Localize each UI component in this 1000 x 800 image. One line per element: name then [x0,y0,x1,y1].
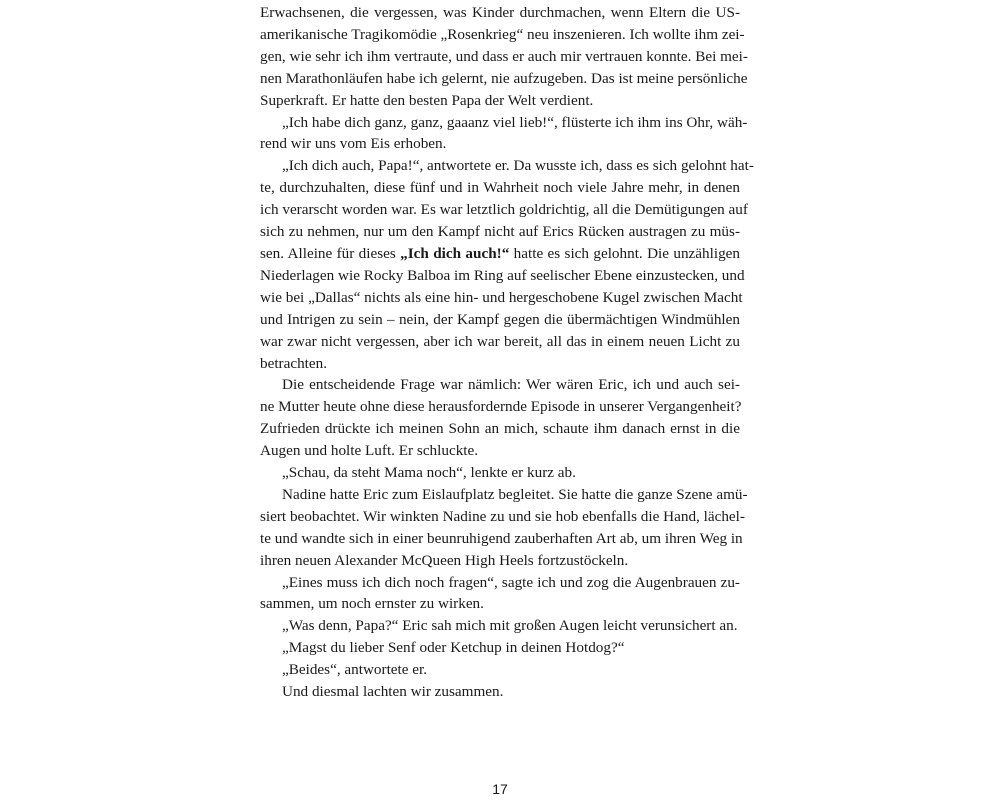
text-line: Zufrieden drückte ich meinen Sohn an mich, schaute ihm danach ernst in die [260,420,740,438]
text-line: nen Marathonläufen habe ich gelernt, nie aufzugeben. Das ist meine persönliche [260,69,748,87]
paragraph [260,572,740,616]
text-line: Augen und holte Luft. Er schluckte. [260,442,479,460]
text-line: Und diesmal lachten wir zusammen. [282,683,504,701]
page-body [260,2,754,703]
paragraph [260,681,740,703]
text-line: te und wandte sich in einer beunruhigend zauberhaften Art ab, um ihren Weg in [260,529,743,547]
text-line: war zwar nicht vergessen, aber ich war bereit, all das in einem neuen Licht zu [260,332,740,350]
text-line: wie bei „Dallas“ nichts als eine hin- und hergeschobene Kugel zwischen Macht [260,288,743,306]
text-line: rend wir uns vom Eis erhoben. [260,135,447,153]
text-line: Die entscheidende Frage war nämlich: Wer wären Eric, ich und auch sei- [282,376,740,394]
text-line: Superkraft. Er hatte den besten Papa der Welt verdient. [260,91,594,109]
text-line: ihren neuen Alexander McQueen High Heels fortzustöckeln. [260,551,629,569]
page-number: 17 [492,781,508,797]
text-line: ich verarscht worden war. Es war letztlich goldrichtig, all die Demütigungen auf [260,201,748,219]
text-line: „Schau, da steht Mama noch“, lenkte er kurz ab. [282,464,576,482]
text-line: ne Mutter heute ohne diese herausfordernde Episode in unserer Vergangenheit? [260,398,742,416]
paragraph [260,637,740,659]
text-line: siert beobachtet. Wir winkten Nadine zu und sie hob ebenfalls die Hand, lächel- [260,507,745,525]
paragraph [260,484,748,572]
paragraph [260,112,748,156]
text-line-with-bold [260,243,740,265]
text-segment: hatte es sich gelohnt. Die unzähligen [509,244,740,262]
text-line: „Ich habe dich ganz, ganz, gaaanz viel lieb!“, flüsterte ich ihm ins Ohr, wäh- [282,113,748,131]
text-line: gen, wie sehr ich ihm vertraute, und dass er auch mir vertrauen konnte. Bei mei- [260,47,748,65]
text-line: te, durchzuhalten, diese fünf und in Wahrheit noch viele Jahre mehr, in denen [260,179,740,197]
text-line: sich zu nehmen, nur um den Kampf nicht auf Erics Rücken austragen zu müs- [260,223,740,241]
paragraph [260,374,740,462]
text-line: „Magst du lieber Senf oder Ketchup in deinen Hotdog?“ [282,639,625,657]
text-line: „Eines muss ich dich noch fragen“, sagte ich und zog die Augenbrauen zu- [282,573,740,591]
text-line: betrachten. [260,354,328,372]
paragraph [260,615,740,637]
text-segment: sen. Alleine für dieses [260,244,401,262]
paragraph [260,2,748,112]
text-line: und Intrigen zu sein – nein, der Kampf gegen die übermächtigen Windmühlen [260,310,740,328]
paragraph [260,462,740,484]
text-line: „Beides“, antwortete er. [282,661,428,679]
text-line: Erwachsenen, die vergessen, was Kinder durchmachen, wenn Eltern die US- [260,4,740,21]
text-line: Niederlagen wie Rocky Balboa im Ring auf seelischer Ebene einzustecken, und [260,266,745,284]
paragraph [260,155,754,374]
bold-quote: „Ich dich auch!“ [400,244,510,262]
text-line: sammen, um noch ernster zu wirken. [260,595,484,613]
text-line: „Ich dich auch, Papa!“, antwortete er. Da wusste ich, dass es sich gelohnt hat- [282,157,754,175]
paragraph [260,659,740,681]
text-line: „Was denn, Papa?“ Eric sah mich mit großen Augen leicht verunsichert an. [282,617,738,635]
text-line: amerikanische Tragikomödie „Rosenkrieg“ neu inszenieren. Ich wollte ihm zei- [260,25,745,43]
text-line: Nadine hatte Eric zum Eislaufplatz begleitet. Sie hatte die ganze Szene amü- [282,485,748,503]
